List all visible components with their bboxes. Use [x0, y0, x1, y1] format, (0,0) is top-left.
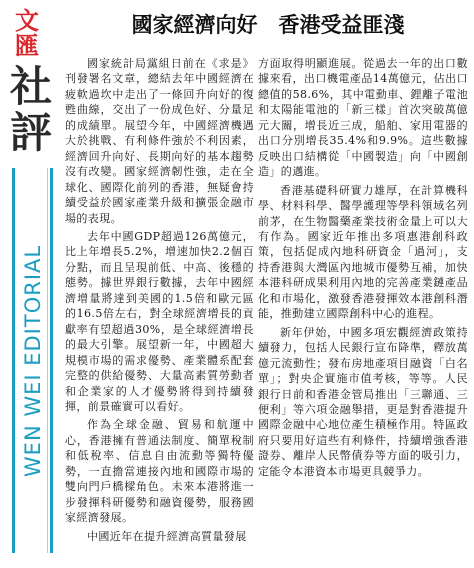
- article-paragraph: 作為全球金融、貿易和航運中心，香港擁有普通法制度、簡單稅制和低稅率、信息自由流動等獨特優勢，一直擔當連接內地和國際市場的雙向門戶橋樑角色。未來本港將進一步發揮科研優勢和融資優勢，服務國家經濟發展。: [65, 418, 254, 525]
- editorial-brand-sidebar: [0, 0, 62, 568]
- page-title: 國家經濟向好 香港受益匪淺: [131, 12, 405, 37]
- article-paragraph: 去年中國GDP超過126萬億元，比上年增長5.2%，增速加快2.2個百分點，而且呈現前低、中高、後穩的態勢。據世界銀行數據，去年中國經濟增量將達到美國的1.5倍和歐元區的16.5倍左右，對全球經濟增長的貢獻率有望超過30%，是全球經濟增長的最大引擎。展望新一年，中國超大規模市場的需求優勢、產業體系配套完整的供給優勢、大量高素質勞動者和企業家的人才優勢將得到持續發揮，前景確實可以看好。: [65, 229, 254, 413]
- brand-name-main: 社評: [9, 62, 52, 157]
- article-column-left: [65, 56, 254, 547]
- article-paragraph: 新年伊始，中國多項宏觀經濟政策持續發力，包括人民銀行宣布降準，釋放萬億元流動性；發布房地產項目融資「白名單」；對央企實施市值考核，等等。人民銀行日前和香港金管局推出「三聯通、三便利」等六項金融舉措，更是對香港提升國際金融中心地位產生積極作用。特區政府只要用好這些有利條件，持續增強香港證券、離岸人民幣債券等方面的吸引力，定能令本港資本市場更具競爭力。: [258, 325, 468, 478]
- article-column-right: [258, 56, 468, 482]
- article-paragraph: 方面取得明顯進展。從過去一年的出口數據來看，出口機電產品14萬億元，佔出口總值的58.6%，其中電動車、鋰離子電池和太陽能電池的「新三樣」首次突破萬億元大關，增長近三成，船舶、家用電器的出口分別增長35.4%和9.9%。這些數據反映出口結構從「中國製造」向「中國創造」的邁進。: [258, 57, 468, 179]
- article-paragraph: 香港基礎科研實力雄厚，在計算機科學、材料科學、醫學護理等學科領域名列前茅，在生物醫藥產業技術金量上可以大有作為。國家近年推出多項惠港創科政策，包括促成內地科研資金「過河」，支持香港與大灣區內地城市優勢互補，加快本港科研成果利用內地的完善產業鏈產品化和市場化，激發香港發揮效本港創科潛能，推動建立國際創科中心的進程。: [258, 183, 468, 321]
- brand-name-top: 文匯: [15, 6, 39, 60]
- article-paragraph: 國家統計局黨組日前在《求是》刊發署名文章，總結去年中國經濟在疲軟過坎中走出了一條回升向好的復甦曲線，交出了一份成色好、分量足的成績單。展望今年，中國經濟機遇大於挑戰、有利條件強於不利因素，經濟回升向好、長期向好的基本趨勢沒有改變。國家經濟韌性強，走在全球化、國際化前列的香港，無疑會持續受益於國家產業升級和擴張金融市場的表現。: [65, 57, 254, 225]
- brand-name-en: WEN WEI EDITORIAL: [20, 244, 45, 477]
- pen-decoration: [47, 168, 48, 553]
- article-paragraph: 中國近年在提升經濟高質量發展: [87, 529, 247, 543]
